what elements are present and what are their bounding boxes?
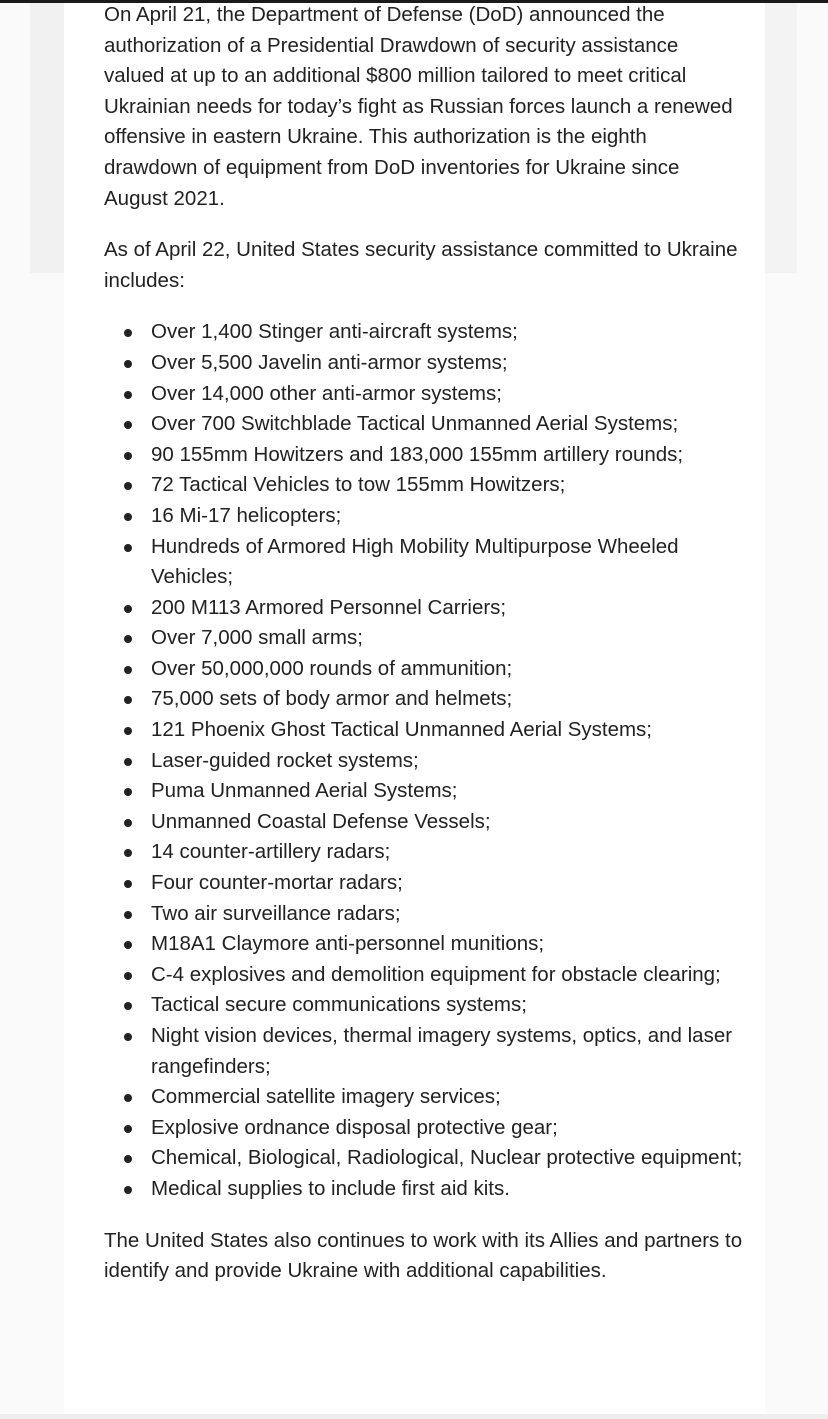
list-item-text: Unmanned Coastal Defense Vessels; bbox=[151, 809, 491, 833]
bullet-icon bbox=[124, 1033, 132, 1041]
list-item-text: Over 1,400 Stinger anti-aircraft systems; bbox=[151, 320, 518, 344]
bullet-icon bbox=[124, 727, 132, 735]
list-item-text: Laser-guided rocket systems; bbox=[151, 748, 419, 772]
list-item-text: Over 5,500 Javelin anti-armor systems; bbox=[151, 350, 508, 374]
list-item-text: Tactical secure communications systems; bbox=[151, 993, 527, 1017]
list-item bbox=[104, 379, 744, 410]
list-item-text: Over 700 Switchblade Tactical Unmanned Aerial Systems; bbox=[151, 412, 679, 436]
bullet-icon bbox=[124, 391, 132, 399]
bullet-icon bbox=[124, 696, 132, 704]
list-item bbox=[104, 807, 744, 838]
list-item-text: Chemical, Biological, Radiological, Nuclear protective equipment; bbox=[151, 1146, 743, 1170]
list-item bbox=[104, 1082, 744, 1113]
list-item bbox=[104, 501, 744, 532]
list-item bbox=[104, 715, 744, 746]
list-item bbox=[104, 684, 744, 715]
bullet-icon bbox=[124, 360, 132, 368]
bullet-icon bbox=[124, 1094, 132, 1102]
bullet-icon bbox=[124, 819, 132, 827]
list-item bbox=[104, 960, 744, 991]
list-item-text: Puma Unmanned Aerial Systems; bbox=[151, 779, 458, 803]
bullet-icon bbox=[124, 544, 132, 552]
list-item bbox=[104, 1143, 744, 1174]
bullet-icon bbox=[124, 666, 132, 674]
list-item bbox=[104, 746, 744, 777]
list-item bbox=[104, 532, 744, 593]
list-item-text: Over 50,000,000 rounds of ammunition; bbox=[151, 656, 513, 680]
list-item-text: 14 counter-artillery radars; bbox=[151, 840, 391, 864]
bullet-icon bbox=[124, 482, 132, 490]
assistance-list bbox=[104, 317, 744, 1204]
bullet-icon bbox=[124, 635, 132, 643]
list-item-text: 16 Mi-17 helicopters; bbox=[151, 503, 342, 527]
list-item bbox=[104, 837, 744, 868]
list-item bbox=[104, 409, 744, 440]
document-body bbox=[104, 0, 744, 1287]
list-item bbox=[104, 654, 744, 685]
bullet-icon bbox=[124, 1125, 132, 1133]
left-margin-band bbox=[30, 3, 64, 273]
list-item-text: 90 155mm Howitzers and 183,000 155mm artillery rounds; bbox=[151, 442, 684, 466]
bullet-icon bbox=[124, 1002, 132, 1010]
bullet-icon bbox=[124, 452, 132, 460]
list-item bbox=[104, 593, 744, 624]
bullet-icon bbox=[124, 941, 132, 949]
list-item bbox=[104, 899, 744, 930]
list-item-text: C-4 explosives and demolition equipment for obstacle clearing; bbox=[151, 962, 721, 986]
list-item bbox=[104, 317, 744, 348]
bullet-icon bbox=[124, 972, 132, 980]
list-item bbox=[104, 440, 744, 471]
list-item-text: 75,000 sets of body armor and helmets; bbox=[151, 687, 513, 711]
list-item-text: Two air surveillance radars; bbox=[151, 901, 401, 925]
list-item bbox=[104, 929, 744, 960]
list-item bbox=[104, 623, 744, 654]
closing-paragraph: The United States also continues to work with its Allies and partners to identify and provide Ukraine with additional capabilities. bbox=[104, 1228, 743, 1283]
list-item bbox=[104, 868, 744, 899]
list-item-text: Hundreds of Armored High Mobility Multipurpose Wheeled Vehicles; bbox=[151, 534, 679, 589]
list-item-text: Four counter-mortar radars; bbox=[151, 871, 403, 895]
list-item bbox=[104, 990, 744, 1021]
bullet-icon bbox=[124, 911, 132, 919]
list-item-text: 200 M113 Armored Personnel Carriers; bbox=[151, 595, 507, 619]
list-item bbox=[104, 348, 744, 379]
bullet-icon bbox=[124, 329, 132, 337]
bullet-icon bbox=[124, 421, 132, 429]
list-item bbox=[104, 776, 744, 807]
right-margin-band bbox=[765, 3, 797, 273]
bullet-icon bbox=[124, 1186, 132, 1194]
bullet-icon bbox=[124, 849, 132, 857]
list-item bbox=[104, 1021, 744, 1082]
list-item-text: Over 14,000 other anti-armor systems; bbox=[151, 381, 502, 405]
bullet-icon bbox=[124, 605, 132, 613]
list-item-text: Explosive ordnance disposal protective gear; bbox=[151, 1115, 558, 1139]
list-item-text: Medical supplies to include first aid kits. bbox=[151, 1176, 510, 1200]
list-item-text: 72 Tactical Vehicles to tow 155mm Howitzers; bbox=[151, 473, 566, 497]
list-item-text: 121 Phoenix Ghost Tactical Unmanned Aerial Systems; bbox=[151, 718, 652, 742]
list-item bbox=[104, 1174, 744, 1205]
list-item bbox=[104, 1113, 744, 1144]
bullet-icon bbox=[124, 788, 132, 796]
lead-paragraph: As of April 22, United States security assistance committed to Ukraine includes: bbox=[104, 238, 738, 292]
list-item-text: M18A1 Claymore anti-personnel munitions; bbox=[151, 932, 545, 956]
list-item-text: Over 7,000 small arms; bbox=[151, 626, 363, 650]
list-item-text: Commercial satellite imagery services; bbox=[151, 1085, 501, 1109]
bottom-divider bbox=[0, 1414, 828, 1419]
bullet-icon bbox=[124, 880, 132, 888]
list-item-text: Night vision devices, thermal imagery systems, optics, and laser rangefinders; bbox=[151, 1024, 733, 1078]
bullet-icon bbox=[124, 1155, 132, 1163]
list-item bbox=[104, 470, 744, 501]
bullet-icon bbox=[124, 513, 132, 521]
intro-paragraph: On April 21, the Department of Defense (DoD) announced the authorization of a Presidential Drawdown of security assistance valued at up to an additional $800 million tailored to meet critical Ukrainian needs for today’s fight as Russian forces launch a renewed offensive in eastern Ukraine. This authorization is the eighth drawdown of equipment from DoD inventories for Ukraine since August 2021. bbox=[104, 3, 733, 210]
bullet-icon bbox=[124, 758, 132, 766]
